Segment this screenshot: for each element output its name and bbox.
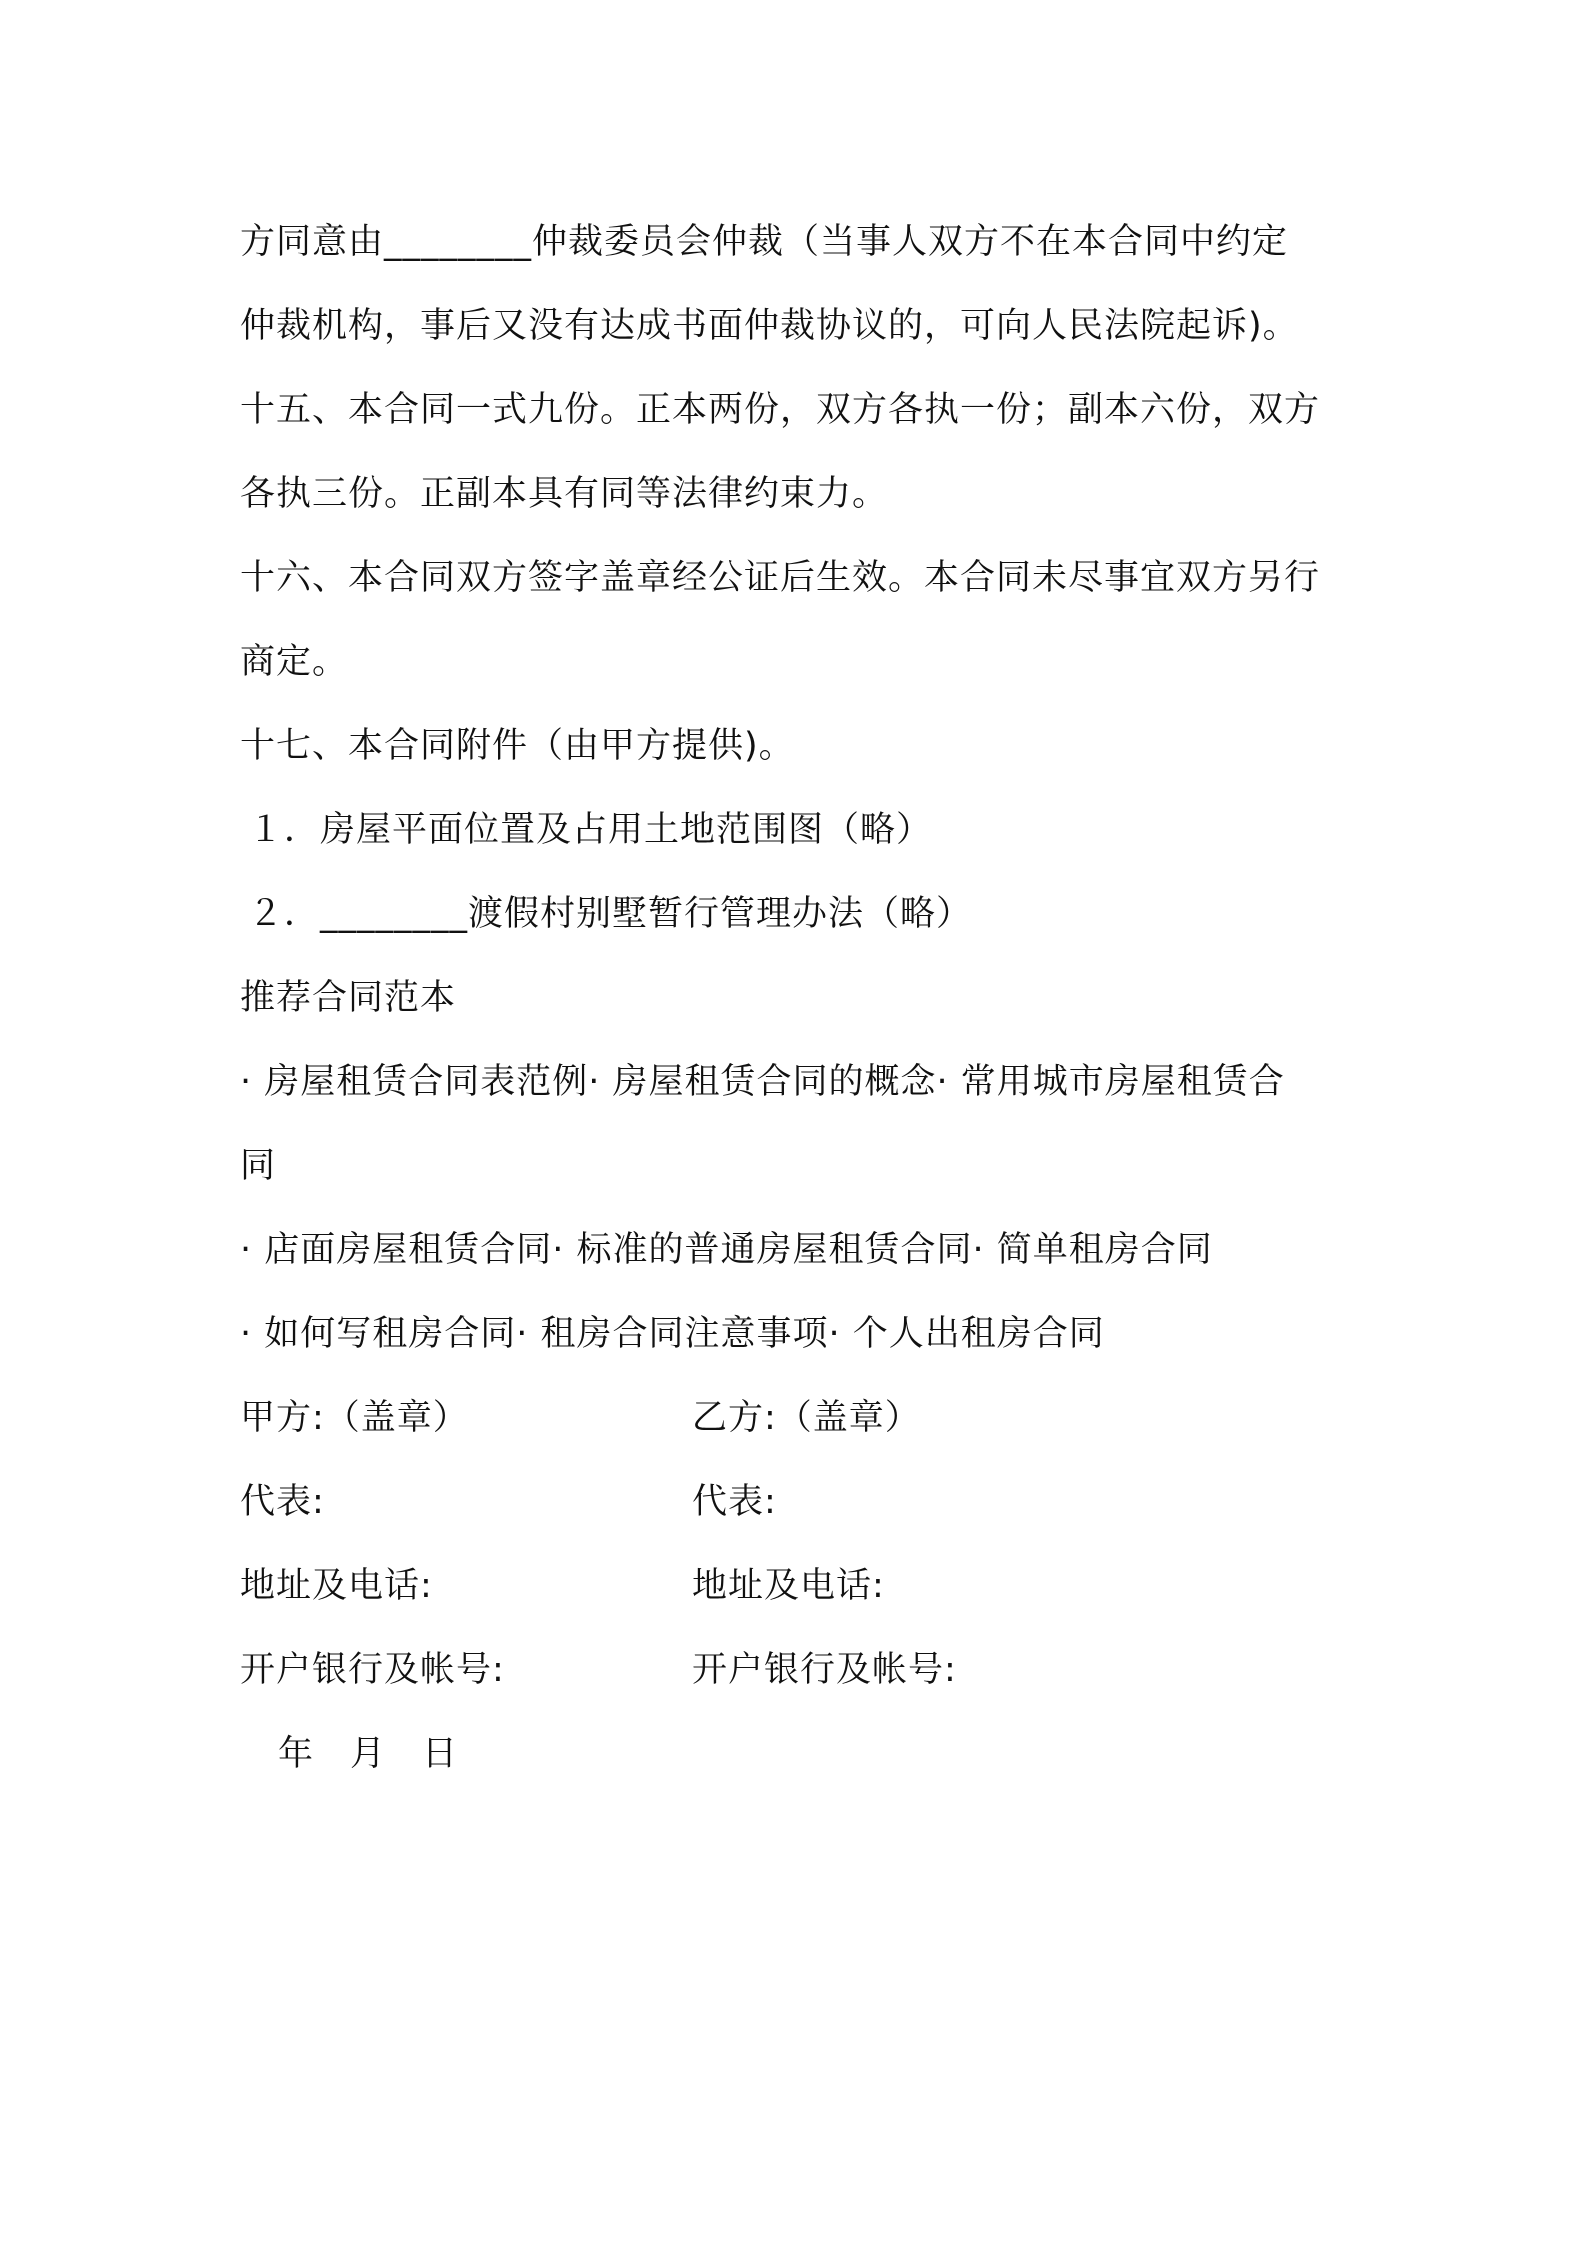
text-line-arbitration-1: 方同意由________仲裁委员会仲裁（当事人双方不在本合同中约定 (240, 222, 1289, 262)
clause-15-line-1: 十五、本合同一式九份。正本两份，双方各执一份；副本六份，双方 (240, 390, 1321, 430)
party-a-representative: 代表: (240, 1482, 325, 1522)
party-a-bank-account: 开户银行及帐号: (240, 1650, 505, 1690)
recommended-links-line-1-cont[interactable]: 同 (240, 1146, 277, 1186)
recommended-links-line-2[interactable]: · 店面房屋租赁合同· 标准的普通房屋租赁合同· 简单租房合同 (240, 1230, 1213, 1270)
recommended-templates-heading: 推荐合同范本 (240, 978, 457, 1018)
document-body (240, 200, 1360, 1796)
party-b-bank-account: 开户银行及帐号: (692, 1650, 957, 1690)
signature-row-address (240, 1544, 1360, 1628)
recommended-links-line-3[interactable]: · 如何写租房合同· 租房合同注意事项· 个人出租房合同 (240, 1314, 1105, 1354)
party-b-representative: 代表: (692, 1482, 777, 1522)
clause-17: 十七、本合同附件（由甲方提供)。 (240, 726, 795, 766)
signing-date: 年 月 日 (278, 1734, 459, 1774)
recommended-links-line-1[interactable]: · 房屋租赁合同表范例· 房屋租赁合同的概念· 常用城市房屋租赁合 (240, 1062, 1285, 1102)
party-b-address-phone: 地址及电话: (692, 1566, 885, 1606)
party-a-address-phone: 地址及电话: (240, 1566, 433, 1606)
clause-16-line-2: 商定。 (240, 642, 349, 682)
attachment-2: ２．________渡假村别墅暂行管理办法（略） (248, 894, 973, 934)
text-line-arbitration-2: 仲裁机构，事后又没有达成书面仲裁协议的，可向人民法院起诉)。 (240, 306, 1299, 346)
signature-row-representative (240, 1460, 1360, 1544)
signature-row-bank (240, 1628, 1360, 1712)
attachment-1: １．房屋平面位置及占用土地范围图（略） (248, 810, 933, 850)
party-a-seal: 甲方:（盖章） (240, 1398, 469, 1438)
party-b-seal: 乙方:（盖章） (692, 1398, 921, 1438)
clause-16-line-1: 十六、本合同双方签字盖章经公证后生效。本合同未尽事宜双方另行 (240, 558, 1321, 598)
signature-row-seal (240, 1376, 1360, 1460)
clause-15-line-2: 各执三份。正副本具有同等法律约束力。 (240, 474, 889, 514)
